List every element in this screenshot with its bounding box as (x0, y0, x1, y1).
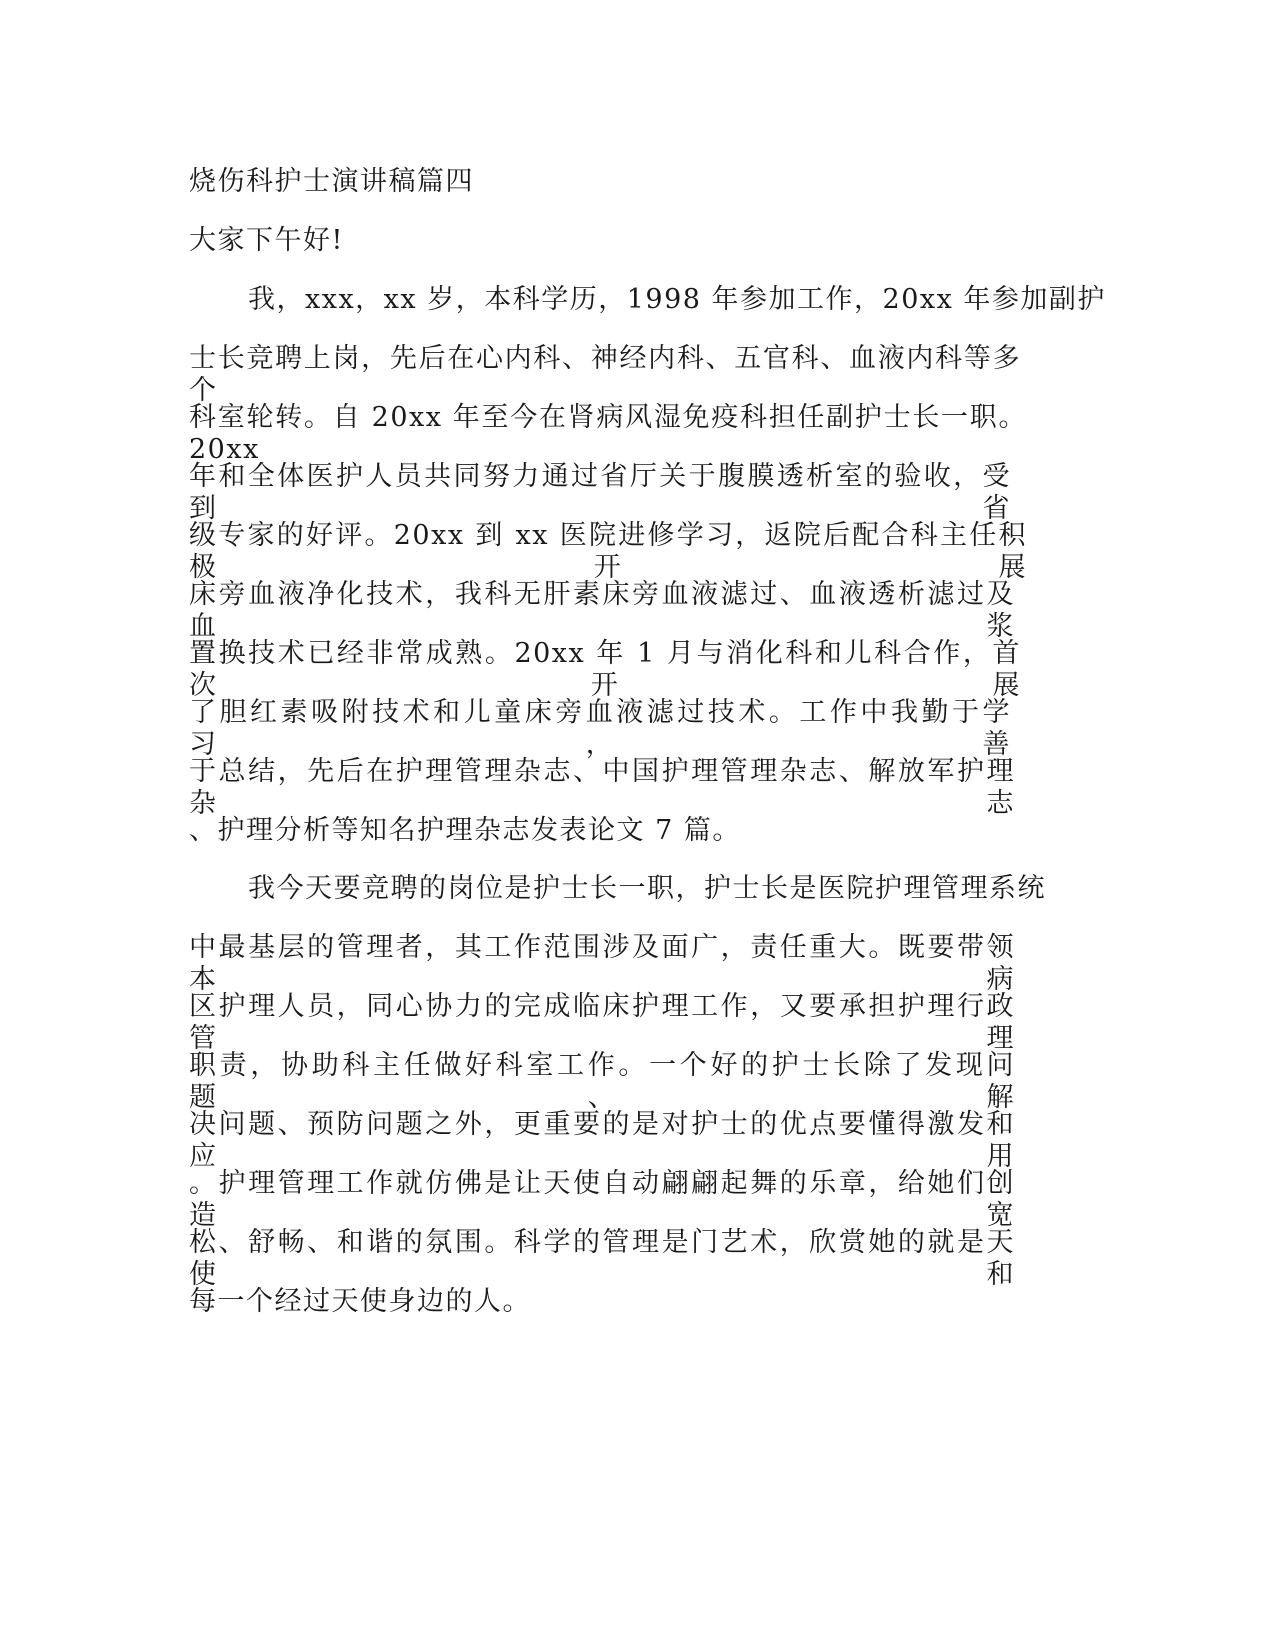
paragraph-line: 级专家的好评。20xx 到 xx 医院进修学习，返院后配合科主任积极开展 (189, 520, 1027, 583)
paragraph-line: 了胆红素吸附技术和儿童床旁血液滤过技术。工作中我勤于学习，善 (189, 697, 1011, 760)
paragraph-line: 区护理人员，同心协力的完成临床护理工作，又要承担护理行政管理 (189, 991, 1015, 1054)
paragraph-line: 每一个经过天使身边的人。 (189, 1286, 531, 1317)
paragraph-line: 床旁血液净化技术，我科无肝素床旁血液滤过、血液透析滤过及血浆 (189, 579, 1015, 642)
paragraph-line: 置换技术已经非常成熟。20xx 年 1 月与消化科和儿科合作，首次开展 (189, 638, 1021, 701)
paragraph-line: 、护理分析等知名护理杂志发表论文 7 篇。 (189, 815, 741, 846)
paragraph-line: 我今天要竞聘的岗位是护士长一职，护士长是医院护理管理系统 (248, 873, 1046, 904)
paragraph-line: 于总结，先后在护理管理杂志、中国护理管理杂志、解放军护理杂志 (189, 756, 1015, 819)
paragraph-line: 中最基层的管理者，其工作范围涉及面广，责任重大。既要带领本病 (189, 932, 1015, 995)
paragraph-line: 士长竞聘上岗，先后在心内科、神经内科、五官科、血液内科等多个 (189, 343, 1021, 406)
paragraph-line: 年和全体医护人员共同努力通过省厅关于腹膜透析室的验收，受到省 (189, 461, 1011, 524)
paragraph-line: 科室轮转。自 20xx 年至今在肾病风湿免疫科担任副护士长一职。20xx (189, 402, 1027, 465)
document-title: 烧伤科护士演讲稿篇四 (189, 166, 474, 197)
paragraph-line: 我，xxx，xx 岁，本科学历，1998 年参加工作，20xx 年参加副护 (248, 284, 1106, 315)
paragraph-line: 职责，协助科主任做好科室工作。一个好的护士长除了发现问题、解 (189, 1050, 1015, 1113)
paragraph-line: 。护理管理工作就仿佛是让天使自动翩翩起舞的乐章，给她们创造宽 (189, 1168, 1015, 1231)
paragraph-line: 松、舒畅、和谐的氛围。科学的管理是门艺术，欣赏她的就是天使和 (189, 1227, 1015, 1290)
paragraph-line: 决问题、预防问题之外，更重要的是对护士的优点要懂得激发和应用 (189, 1109, 1015, 1172)
greeting: 大家下午好! (189, 225, 344, 256)
